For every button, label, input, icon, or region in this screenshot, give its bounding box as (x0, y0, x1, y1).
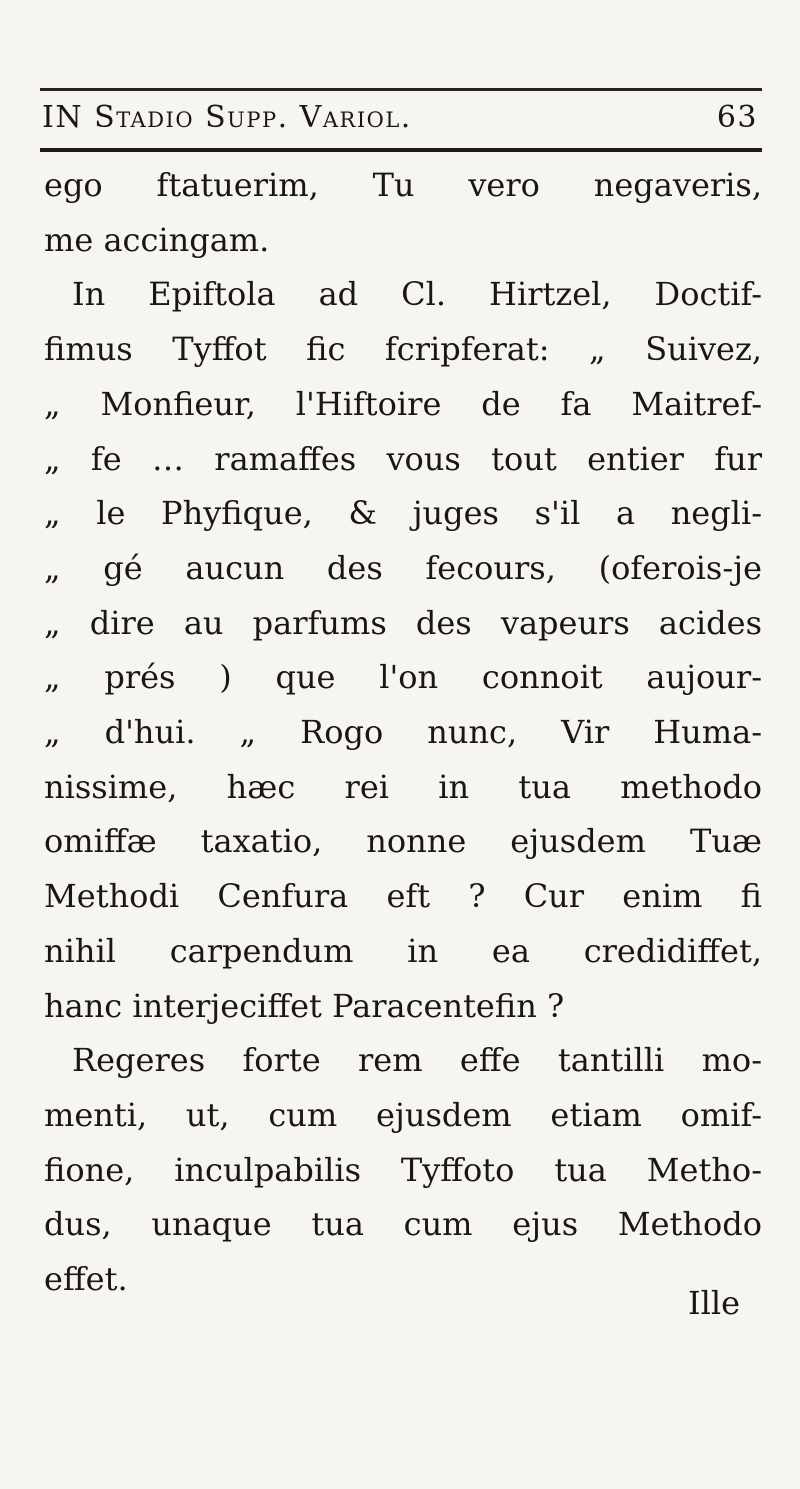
text-line: „ Monfieur, l'Hiftoire de fa Maitref- (44, 384, 762, 423)
head-rule (40, 148, 762, 152)
text-line: omiffæ taxatio, nonne ejusdem Tuæ (44, 822, 762, 861)
text-line: effet. (44, 1260, 128, 1299)
text-line: In Epiftola ad Cl. Hirtzel, Doctif- (72, 275, 762, 314)
top-rule (40, 88, 762, 91)
text-line: dus, unaque tua cum ejus Methodo (44, 1205, 762, 1244)
text-line: nihil carpendum in ea credidiffet, (44, 931, 762, 970)
text-line: „ dire au parfums des vapeurs acides (44, 603, 762, 642)
text-line: „ d'hui. „ Rogo nunc, Vir Huma- (44, 713, 762, 752)
text-line: ego ftatuerim, Tu vero negaveris, (44, 166, 762, 204)
text-line: fimus Tyffot fic fcripferat: „ Suivez, (44, 330, 762, 369)
text-line: „ le Phyfique, & juges s'il a negli- (44, 494, 762, 533)
page-number: 63 (716, 100, 758, 135)
text-line: „ fe … ramaffes vous tout entier fur (44, 439, 762, 478)
running-head (42, 100, 760, 140)
text-line: menti, ut, cum ejusdem etiam omif- (44, 1095, 762, 1134)
text-line: nissime, hæc rei in tua methodo (44, 767, 762, 806)
text-line: fione, inculpabilis Tyffoto tua Metho- (44, 1150, 762, 1189)
running-head-title: IN Stadio Supp. Variol. (42, 100, 412, 135)
text-line: „ prés ) que l'on connoit aujour- (44, 658, 762, 697)
text-line: Regeres forte rem effe tantilli mo- (72, 1041, 762, 1080)
text-line: hanc interjeciffet Paracentefin ? (44, 986, 565, 1025)
catchword: Ille (687, 1284, 740, 1322)
text-line: „ gé aucun des fecours, (oferois-je (44, 548, 762, 587)
body-text (44, 158, 762, 1307)
text-line: me accingam. (44, 220, 270, 259)
text-line: Methodi Cenfura eft ? Cur enim fi (44, 877, 762, 916)
